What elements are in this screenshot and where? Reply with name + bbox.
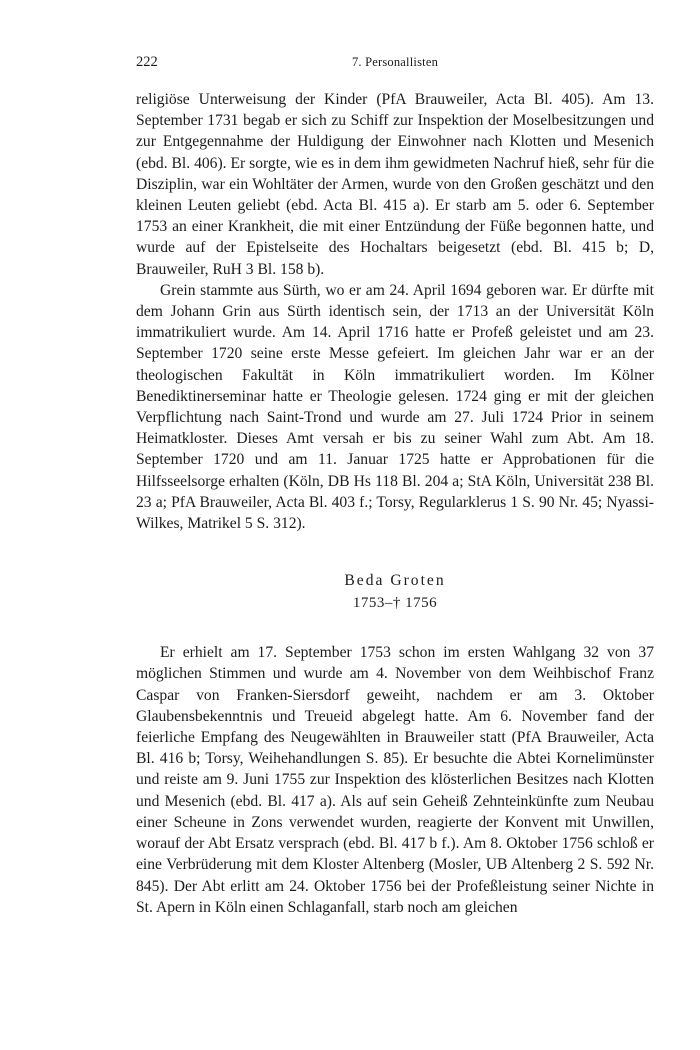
running-header	[136, 52, 654, 72]
abbot-tenure-years: 1753–† 1756	[352, 595, 438, 612]
running-title: 7. Personallisten	[351, 55, 439, 69]
page-number: 222	[136, 54, 158, 70]
paragraph-continued: religiöse Unterweisung der Kinder (PfA Brauweiler, Acta Bl. 405). Am 13. September 1731 begab er sich zu Schiff zur Inspektion der Moselbesitzungen und zur Entgegennahme der Huldigung der Einwohner nach Klotten und Mesenich (ebd. Bl. 406). Er sorgte, wie es in dem ihm gewidmeten Nachruf hieß, sehr für die Disziplin, war ein Wohltäter der Armen, wurde von den Großen geschätzt und den kleinen Leuten geliebt (ebd. Acta Bl. 415 a). Er starb am 5. oder 6. September 1753 an einer Krankheit, die mit einer Entzündung der Füße begonnen hatte, und wurde auf der Epistelseite des Hochaltars beigesetzt (ebd. Bl. 415 b; D, Brauweiler, RuH 3 Bl. 158 b).	[136, 91, 654, 278]
body-text	[136, 89, 654, 918]
abbot-name: Beda Groten	[344, 572, 446, 590]
section-heading	[136, 570, 654, 614]
paragraph-groten-biography: Er erhielt am 17. September 1753 schon im ersten Wahlgang 32 von 37 möglichen Stimmen und wurde am 4. November von dem Weihbischof Franz Caspar von Franken-Siersdorf geweiht, nachdem er am 3. Oktober Glaubensbekenntnis und Treueid abgelegt hatte. Am 6. November fand der feierliche Empfang des Neugewählten in Brauweiler statt (PfA Brauweiler, Acta Bl. 416 b; Torsy, Weihehandlungen S. 85). Er besuchte die Abtei Kornelimünster und reiste am 9. Juni 1755 zur Inspektion des klösterlichen Besitzes nach Klotten und Mesenich (ebd. Bl. 417 a). Als auf sein Geheiß Zehnteinkünfte zum Neubau einer Scheune in Zons verwendet wurden, reagierte der Konvent mit Unwillen, worauf der Abt Ersatz versprach (ebd. Bl. 417 b f.). Am 8. Oktober 1756 schloß er eine Verbrüderung mit dem Kloster Altenberg (Mosler, UB Altenberg 2 S. 592 Nr. 845). Der Abt erlitt am 24. Oktober 1756 bei der Profeßleistung seiner Nichte in St. Apern in Köln einen Schlaganfall, starb noch am gleichen	[136, 644, 654, 916]
paragraph-grein-biography: Grein stammte aus Sürth, wo er am 24. April 1694 geboren war. Er dürfte mit dem Johann Grin aus Sürth identisch sein, der 1713 an der Universität Köln immatrikuliert wurde. Am 14. April 1716 hatte er Profeß geleistet und am 23. September 1720 seine erste Messe gefeiert. Im gleichen Jahr war er an der theologischen Fakultät in Köln immatrikuliert worden. Im Kölner Benediktinerseminar hatte er Theologie gelesen. 1724 ging er mit der gleichen Verpflichtung nach Saint-Trond und wurde am 27. Juli 1724 Prior in seinem Heimatkloster. Dieses Amt versah er bis zu seiner Wahl zum Abt. Am 18. September 1720 und am 11. Januar 1725 hatte er Approbationen für die Hilfsseelsorge erhalten (Köln, DB Hs 118 Bl. 204 a; StA Köln, Universität 238 Bl. 23 a; PfA Brauweiler, Acta Bl. 403 f.; Torsy, Regularklerus 1 S. 90 Nr. 45; Nyassi-Wilkes, Matrikel 5 S. 312).	[136, 281, 654, 533]
